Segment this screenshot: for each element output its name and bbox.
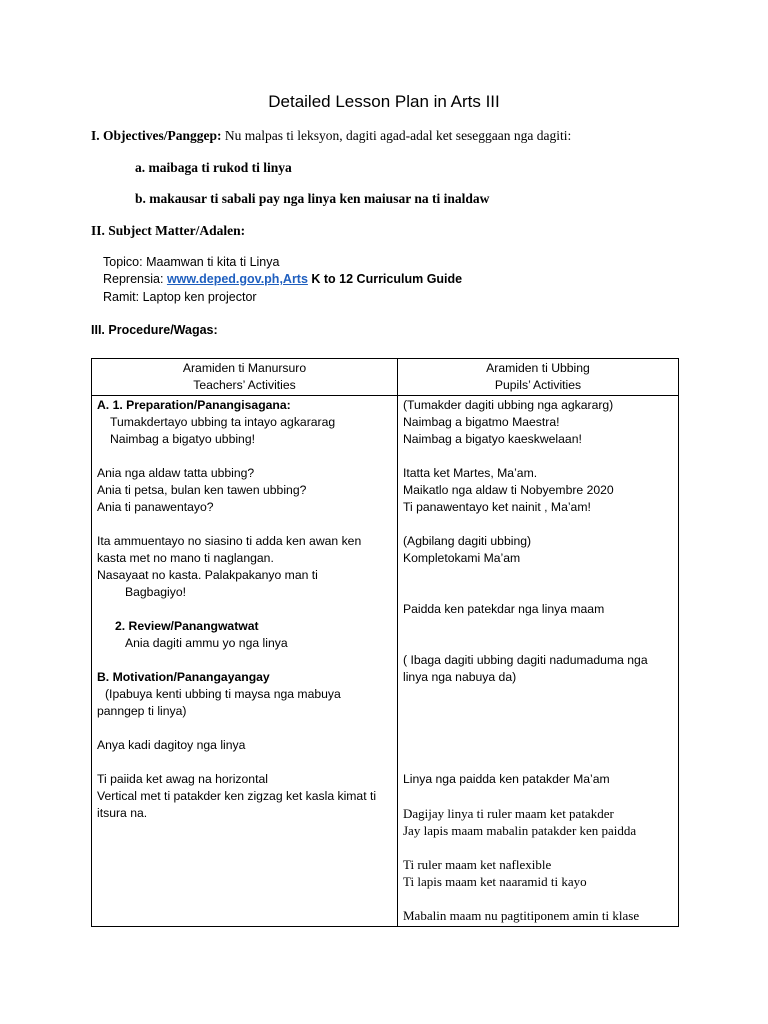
teacher-line (97, 652, 392, 669)
pupil-line: Paidda ken patekdar nga linya maam (403, 602, 605, 616)
pupil-line: Dagijay linya ti ruler maam ket patakder (403, 806, 614, 821)
objective-item-b: b. makausar ti sabali pay nga linya ken maiusar na ti inaldaw (135, 191, 490, 206)
procedure-table-body-row (92, 396, 679, 927)
reprensia-link[interactable]: www.deped.gov.ph,Arts (166, 272, 308, 286)
pupil-line: linya nga nabuya da) (403, 670, 517, 684)
teacher-column-header (92, 359, 398, 396)
pupil-line (403, 720, 673, 737)
pupil-line (403, 567, 673, 584)
teacher-line (97, 754, 392, 771)
objectives-intro: Nu malpas ti leksyon, dagiti agad-adal ket seseggaan nga dagiti: (221, 128, 572, 143)
teacher-line: itsura na. (97, 806, 148, 820)
subject-reprensia (103, 272, 462, 286)
objectives-heading: I. Objectives/Panggep: (91, 128, 222, 143)
teacher-header-line: Aramiden ti Manursuro (182, 361, 307, 375)
teacher-line: Ania ti panawentayo? (97, 500, 214, 514)
teacher-header-line: Teachers’ Activities (193, 378, 296, 392)
teacher-line: Nasayaat no kasta. Palakpakanyo man ti (97, 568, 318, 582)
teacher-line: Ania nga aldaw tatta ubbing? (97, 466, 255, 480)
subject-topico: Topico: Maamwan ti kita ti Linya (103, 255, 280, 269)
reprensia-rest: K to 12 Curriculum Guide (307, 272, 463, 286)
pupil-line (403, 703, 673, 720)
teacher-line: Vertical met ti patakder ken zigzag ket kasla kimat ti (97, 789, 377, 803)
teacher-line (97, 720, 392, 737)
pupil-line (403, 516, 673, 533)
pupil-line: Kompletokami Ma’am (403, 551, 521, 565)
teacher-line: (Ipabuya kenti ubbing ti maysa nga mabuya (105, 687, 341, 701)
pupil-line: (Agbilang dagiti ubbing) (403, 534, 532, 548)
procedure-table (91, 358, 679, 927)
pupil-line: Maikatlo nga aldaw ti Nobyembre 2020 (403, 483, 614, 497)
pupil-line: Ti lapis maam ket naaramid ti kayo (403, 874, 587, 889)
teacher-line: B. Motivation/Panangayangay (97, 670, 270, 684)
pupil-line (403, 635, 673, 652)
pupil-line: Jay lapis maam mabalin patakder ken paidda (403, 823, 637, 838)
reprensia-label: Reprensia: (103, 272, 167, 286)
teacher-line: Tumakdertayo ubbing ta intayo agkararag (110, 415, 336, 429)
teacher-line: 2. Review/Panangwatwat (115, 619, 259, 633)
teacher-line: Bagbagiyo! (125, 585, 186, 599)
pupil-activities-cell (398, 396, 679, 927)
pupil-line (403, 618, 673, 635)
teacher-line: Naimbag a bigatyo ubbing! (110, 432, 255, 446)
pupil-line (403, 788, 673, 805)
pupil-line: Ti ruler maam ket naflexible (403, 857, 552, 872)
teacher-line (97, 448, 392, 465)
teacher-line (97, 601, 392, 618)
subject-ramit: Ramit: Laptop ken projector (103, 290, 257, 304)
pupil-line: Naimbag a bigatyo kaeskwelaan! (403, 432, 582, 446)
teacher-line: Anya kadi dagitoy nga linya (97, 738, 246, 752)
pupil-line: Mabalin maam nu pagtitiponem amin ti klase (403, 908, 640, 923)
procedure-table-header-row (92, 359, 679, 396)
subject-matter-heading: II. Subject Matter/Adalen: (91, 223, 246, 238)
pupil-line: Ti panawentayo ket nainit , Ma’am! (403, 500, 591, 514)
teacher-activities-cell (92, 396, 398, 927)
pupil-line (403, 754, 673, 771)
pupil-line: Itatta ket Martes, Ma’am. (403, 466, 538, 480)
teacher-line: Ania ti petsa, bulan ken tawen ubbing? (97, 483, 307, 497)
teacher-line: Ania dagiti ammu yo nga linya (125, 636, 288, 650)
pupil-line (403, 448, 673, 465)
pupil-line (403, 890, 673, 907)
objective-item-a: a. maibaga ti rukod ti linya (135, 160, 292, 175)
pupil-line: Naimbag a bigatmo Maestra! (403, 415, 560, 429)
pupil-line (403, 839, 673, 856)
teacher-line: Ti paiida ket awag na horizontal (97, 772, 268, 786)
pupil-line: Linya nga paidda ken patakder Ma’am (403, 772, 610, 786)
pupil-header-line: Pupils’ Activities (494, 378, 582, 392)
pupil-line: ( Ibaga dagiti ubbing dagiti nadumaduma nga (403, 653, 648, 667)
teacher-line: kasta met no mano ti naglangan. (97, 551, 274, 565)
pupil-line (403, 737, 673, 754)
objectives-line (91, 128, 571, 144)
teacher-line: panngep ti linya) (97, 704, 187, 718)
document-title: Detailed Lesson Plan in Arts III (268, 92, 500, 111)
pupil-header-line: Aramiden ti Ubbing (486, 361, 590, 375)
procedure-heading: III. Procedure/Wagas: (91, 323, 218, 337)
teacher-line (97, 516, 392, 533)
pupil-line: (Tumakder dagiti ubbing nga agkararg) (403, 398, 614, 412)
teacher-line: A. 1. Preparation/Panangisagana: (97, 398, 291, 412)
teacher-line: Ita ammuentayo no siasino ti adda ken awan ken (97, 534, 362, 548)
pupil-column-header (398, 359, 679, 396)
pupil-line (403, 584, 673, 601)
pupil-line (403, 686, 673, 703)
